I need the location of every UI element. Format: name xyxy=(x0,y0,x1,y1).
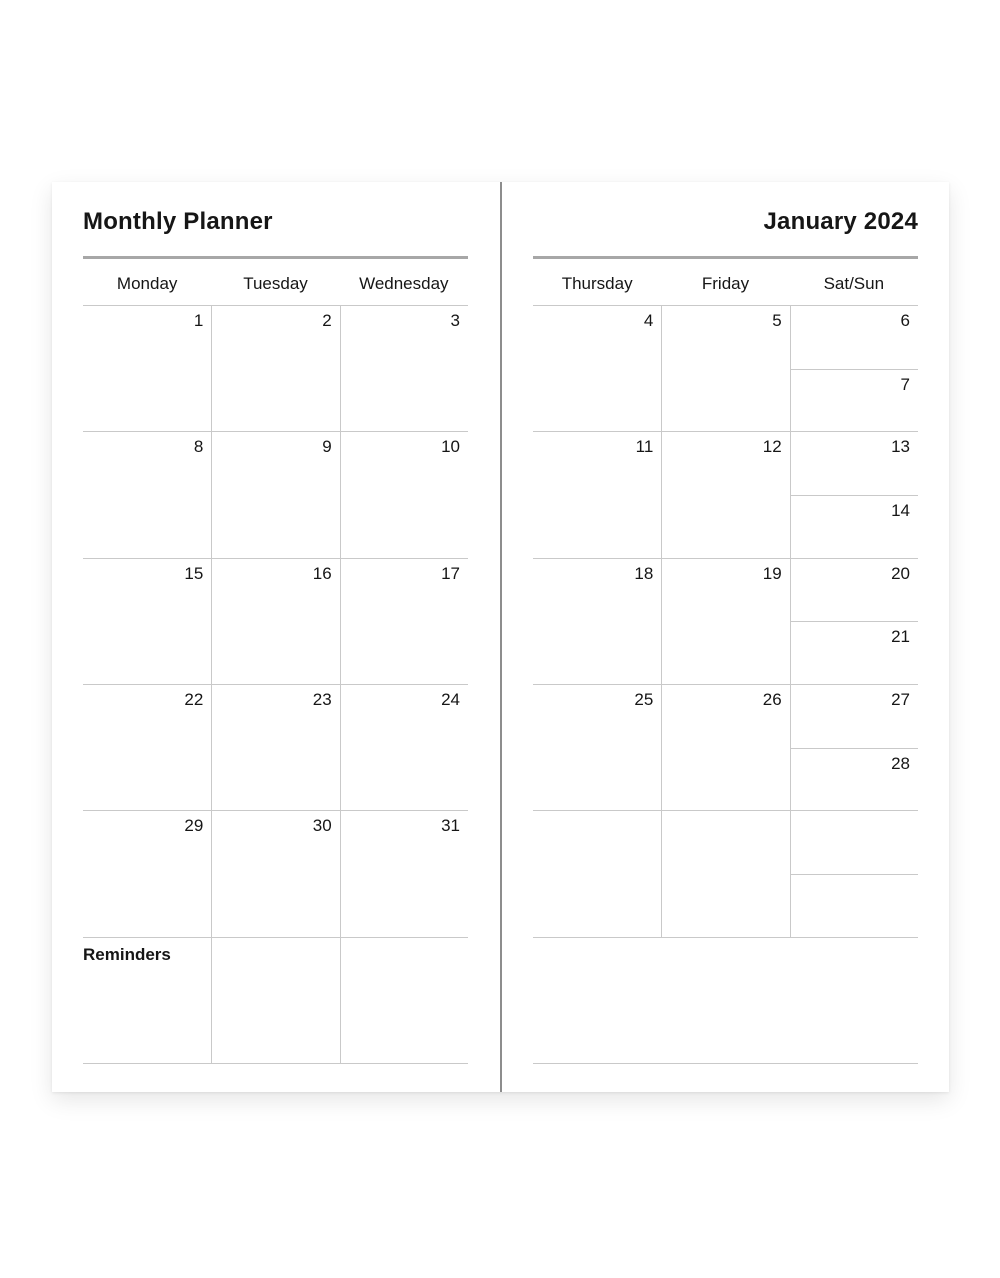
spine-divider xyxy=(500,182,502,1092)
week-row xyxy=(533,684,918,810)
day-number: 11 xyxy=(635,437,654,457)
week-row xyxy=(83,558,468,684)
week-row xyxy=(83,810,468,936)
day-number: 21 xyxy=(891,627,910,647)
day-number: 17 xyxy=(441,563,460,583)
sunday-half xyxy=(791,369,918,432)
day-cell xyxy=(533,306,661,431)
day-number: 22 xyxy=(184,689,204,709)
day-cell xyxy=(661,559,789,684)
day-number: 15 xyxy=(184,563,204,583)
week-row xyxy=(533,305,918,431)
right-day-header-row xyxy=(533,259,918,305)
right-page-footer-line xyxy=(533,1063,918,1064)
planner-open-spread xyxy=(52,182,949,1092)
page-title-monthly-planner: Monthly Planner xyxy=(83,208,273,235)
day-cell xyxy=(533,559,661,684)
sunday-half xyxy=(791,748,918,811)
day-cell xyxy=(83,432,211,557)
sunday-half xyxy=(791,874,918,937)
day-cell xyxy=(340,306,468,431)
day-number: 5 xyxy=(772,311,782,330)
day-number: 31 xyxy=(441,816,460,836)
week-row xyxy=(83,684,468,810)
satsun-cell xyxy=(790,306,918,431)
week-row xyxy=(533,431,918,557)
saturday-half xyxy=(791,811,918,874)
day-number: 8 xyxy=(193,437,204,457)
day-number: 29 xyxy=(184,816,204,836)
reminders-cell xyxy=(340,938,468,1063)
reminders-cell xyxy=(83,938,211,1063)
week-row xyxy=(83,305,468,431)
col-header-monday: Monday xyxy=(116,274,178,293)
day-number: 3 xyxy=(450,311,460,330)
saturday-half xyxy=(791,306,918,369)
day-number: 14 xyxy=(891,500,910,520)
day-number: 24 xyxy=(441,689,460,709)
satsun-cell xyxy=(790,559,918,684)
day-number: 4 xyxy=(643,311,654,330)
day-cell xyxy=(340,685,468,810)
day-number: 16 xyxy=(312,563,332,583)
day-cell xyxy=(83,811,211,936)
day-number: 26 xyxy=(762,689,782,709)
saturday-half xyxy=(791,432,918,495)
week-row xyxy=(533,558,918,684)
day-number: 7 xyxy=(900,374,910,394)
reminders-cell xyxy=(211,938,339,1063)
reminders-row xyxy=(83,937,468,1063)
day-number: 13 xyxy=(891,437,910,457)
day-cell xyxy=(83,685,211,810)
col-header-friday: Friday xyxy=(701,274,750,293)
day-number: 12 xyxy=(762,437,782,457)
left-calendar-grid xyxy=(83,305,468,1064)
week-row-empty xyxy=(533,810,918,936)
day-cell xyxy=(211,559,339,684)
left-page xyxy=(52,182,500,1092)
day-cell xyxy=(211,685,339,810)
day-number: 28 xyxy=(891,753,910,773)
day-number: 2 xyxy=(322,311,332,330)
day-number: 25 xyxy=(634,689,654,709)
col-header-thursday: Thursday xyxy=(561,274,633,293)
sunday-half xyxy=(791,621,918,684)
day-cell xyxy=(340,559,468,684)
day-cell xyxy=(340,811,468,936)
day-cell xyxy=(533,685,661,810)
day-number: 27 xyxy=(891,689,910,709)
col-header-tuesday: Tuesday xyxy=(243,274,308,293)
day-number: 10 xyxy=(441,437,460,457)
day-number: 9 xyxy=(322,437,332,457)
right-header xyxy=(533,182,918,236)
week-row xyxy=(83,431,468,557)
day-cell xyxy=(83,306,211,431)
left-day-header-row xyxy=(83,259,468,305)
day-cell xyxy=(211,306,339,431)
day-number: 1 xyxy=(193,311,204,330)
day-cell xyxy=(533,811,661,936)
left-header xyxy=(83,182,468,236)
day-cell xyxy=(661,306,789,431)
day-number: 20 xyxy=(891,563,910,583)
col-header-satsun: Sat/Sun xyxy=(823,274,885,293)
sunday-half xyxy=(791,495,918,558)
saturday-half xyxy=(791,559,918,622)
day-number: 18 xyxy=(634,563,654,583)
col-header-wednesday: Wednesday xyxy=(359,274,449,293)
day-cell xyxy=(661,685,789,810)
day-cell xyxy=(661,811,789,936)
day-cell xyxy=(211,432,339,557)
day-number: 23 xyxy=(312,689,332,709)
satsun-cell xyxy=(790,811,918,936)
day-cell xyxy=(211,811,339,936)
day-number: 19 xyxy=(762,563,782,583)
day-cell xyxy=(533,432,661,557)
day-cell xyxy=(83,559,211,684)
page-title-january-2024: January 2024 xyxy=(763,208,918,235)
day-number: 6 xyxy=(900,311,910,330)
reminders-label: Reminders xyxy=(83,944,171,964)
day-cell xyxy=(340,432,468,557)
day-cell xyxy=(661,432,789,557)
right-page xyxy=(501,182,949,1092)
satsun-cell xyxy=(790,432,918,557)
satsun-cell xyxy=(790,685,918,810)
saturday-half xyxy=(791,685,918,748)
right-calendar-grid xyxy=(533,305,918,938)
day-number: 30 xyxy=(312,816,332,836)
